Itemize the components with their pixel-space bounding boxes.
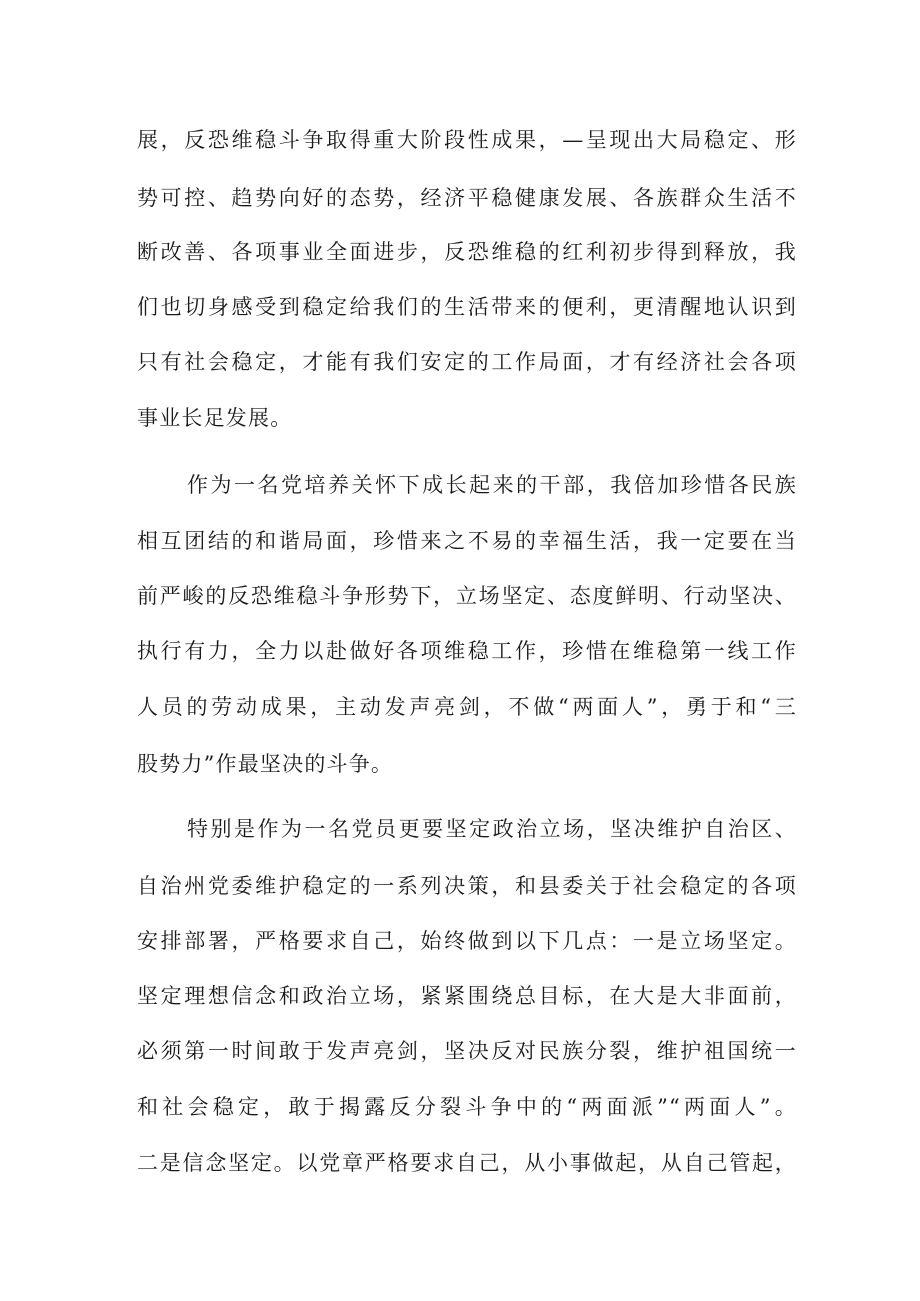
paragraph-3-line-7: 二是信念坚定。以党章严格要求自己，从小事做起，从自己管起，: [137, 1151, 797, 1175]
paragraph-2-line-3: 前严峻的反恐维稳斗争形势下，立场坚定、态度鲜明、行动坚决、: [137, 584, 797, 608]
paragraph-1-line-5: 只有社会稳定，才能有我们安定的工作局面，才有经济社会各项: [137, 350, 797, 374]
paragraph-1-line-2: 势可控、趋势向好的态势，经济平稳健康发展、各族群众生活不: [137, 186, 797, 210]
paragraph-1-line-1: 展，反恐维稳斗争取得重大阶段性成果，—呈现出大局稳定、形: [137, 128, 797, 152]
paragraph-2-line-6: 股势力”作最坚决的斗争。: [137, 752, 394, 776]
paragraph-3-line-6: 和社会稳定，敢于揭露反分裂斗争中的“两面派”“两面人”。: [137, 1095, 797, 1119]
paragraph-2-line-1: 作为一名党培养关怀下成长起来的干部，我倍加珍惜各民族: [187, 473, 797, 497]
paragraph-2-line-5: 人员的劳动成果，主动发声亮剑，不做“两面人”，勇于和“三: [137, 695, 797, 719]
paragraph-2-line-2: 相互团结的和谐局面，珍惜来之不易的幸福生活，我一定要在当: [137, 529, 797, 553]
paragraph-1-line-6: 事业长足发展。: [137, 406, 293, 430]
paragraph-1-line-3: 断改善、各项事业全面进步，反恐维稳的红利初步得到释放，我: [137, 240, 797, 264]
paragraph-1-line-4: 们也切身感受到稳定给我们的生活带来的便利，更清醒地认识到: [137, 295, 797, 319]
paragraph-2-line-4: 执行有力，全力以赴做好各项维稳工作，珍惜在维稳第一线工作: [137, 639, 797, 663]
paragraph-3-line-2: 自治州党委维护稳定的一系列决策，和县委关于社会稳定的各项: [137, 874, 797, 898]
paragraph-3-line-5: 必须第一时间敢于发声亮剑，坚决反对民族分裂，维护祖国统一: [137, 1039, 797, 1063]
paragraph-3-line-4: 坚定理想信念和政治立场，紧紧围绕总目标，在大是大非面前，: [137, 984, 797, 1008]
paragraph-3-line-3: 安排部署，严格要求自己，始终做到以下几点：一是立场坚定。: [137, 929, 797, 953]
paragraph-3-line-1: 特别是作为一名党员更要坚定政治立场，坚决维护自治区、: [187, 817, 797, 841]
